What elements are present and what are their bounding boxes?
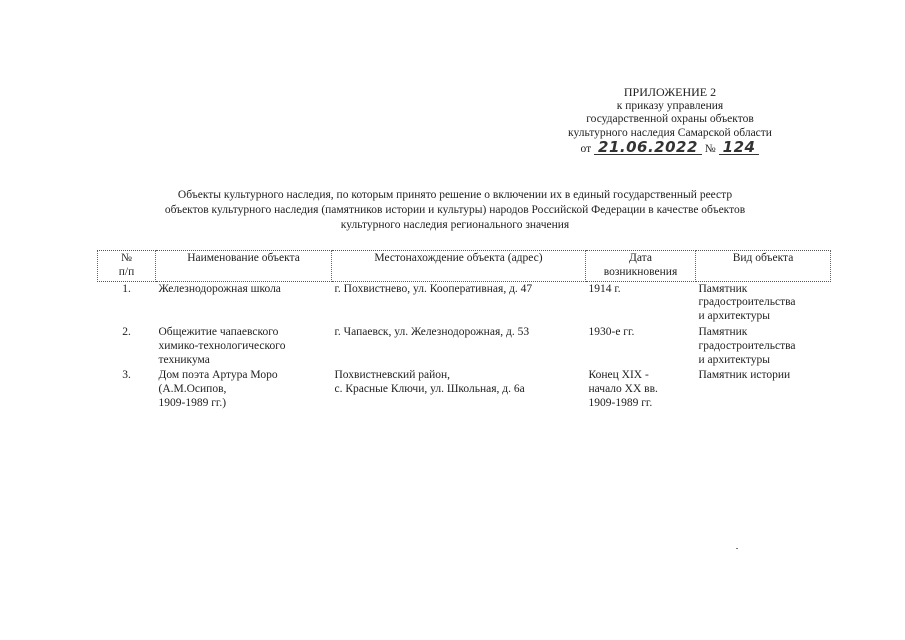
- document-title: [95, 188, 815, 233]
- header-address: Местонахождение объекта (адрес): [332, 251, 586, 282]
- handwritten-number: 124: [719, 140, 760, 155]
- row-date: 1914 г.: [588, 282, 621, 295]
- order-date-line: [520, 140, 820, 157]
- header-name: Наименование объекта: [156, 251, 332, 282]
- header-date: Дата возникновения: [586, 251, 696, 282]
- table-row: [98, 325, 831, 368]
- row-name: Дом поэта Артура Моро (А.М.Осипов, 1909-1989 гг.): [158, 369, 278, 409]
- appendix-line-3: культурного наследия Самарской области: [568, 126, 772, 139]
- title-line-2: объектов культурного наследия (памятников истории и культуры) народов Российской Федерации в качестве объектов: [164, 204, 746, 216]
- appendix-header: [520, 86, 820, 157]
- title-line-1: Объекты культурного наследия, по которым принято решение о включении их в единый государственный реестр: [177, 189, 733, 201]
- scan-speck: [736, 548, 738, 549]
- handwritten-date: 21.06.2022: [594, 140, 702, 155]
- table-row: [98, 281, 831, 325]
- number-sign: №: [704, 143, 716, 156]
- row-number: 3.: [122, 369, 131, 382]
- appendix-line-2: государственной охраны объектов: [586, 113, 754, 126]
- row-type: Памятник истории: [698, 369, 791, 382]
- row-date: 1930-е гг.: [588, 325, 635, 338]
- appendix-line-1: к приказу управления: [616, 99, 724, 112]
- heritage-objects-table: [97, 250, 831, 412]
- row-number: 1.: [122, 282, 131, 295]
- header-type: Вид объекта: [696, 251, 831, 282]
- row-name: Общежитие чапаевского химико-технологического техникума: [158, 325, 286, 366]
- header-number: № п/п: [98, 251, 156, 282]
- appendix-heading: ПРИЛОЖЕНИЕ 2: [623, 85, 717, 99]
- row-number: 2.: [122, 325, 131, 338]
- date-prefix: от: [580, 143, 592, 156]
- title-line-3: культурного наследия регионального значения: [340, 219, 570, 231]
- table-header-row: [98, 251, 831, 282]
- row-type: Памятник градостроительства и архитектуры: [698, 282, 796, 323]
- row-address: г. Чапаевск, ул. Железнодорожная, д. 53: [334, 325, 530, 338]
- row-address: г. Похвистнево, ул. Кооперативная, д. 47: [334, 282, 533, 295]
- row-type: Памятник градостроительства и архитектуры: [698, 325, 796, 366]
- table-row: [98, 368, 831, 411]
- row-date: Конец XIX - начало XX вв. 1909-1989 гг.: [588, 369, 658, 409]
- row-address: Похвистневский район, с. Красные Ключи, ул. Школьная, д. 6а: [334, 369, 525, 396]
- row-name: Железнодорожная школа: [158, 282, 281, 295]
